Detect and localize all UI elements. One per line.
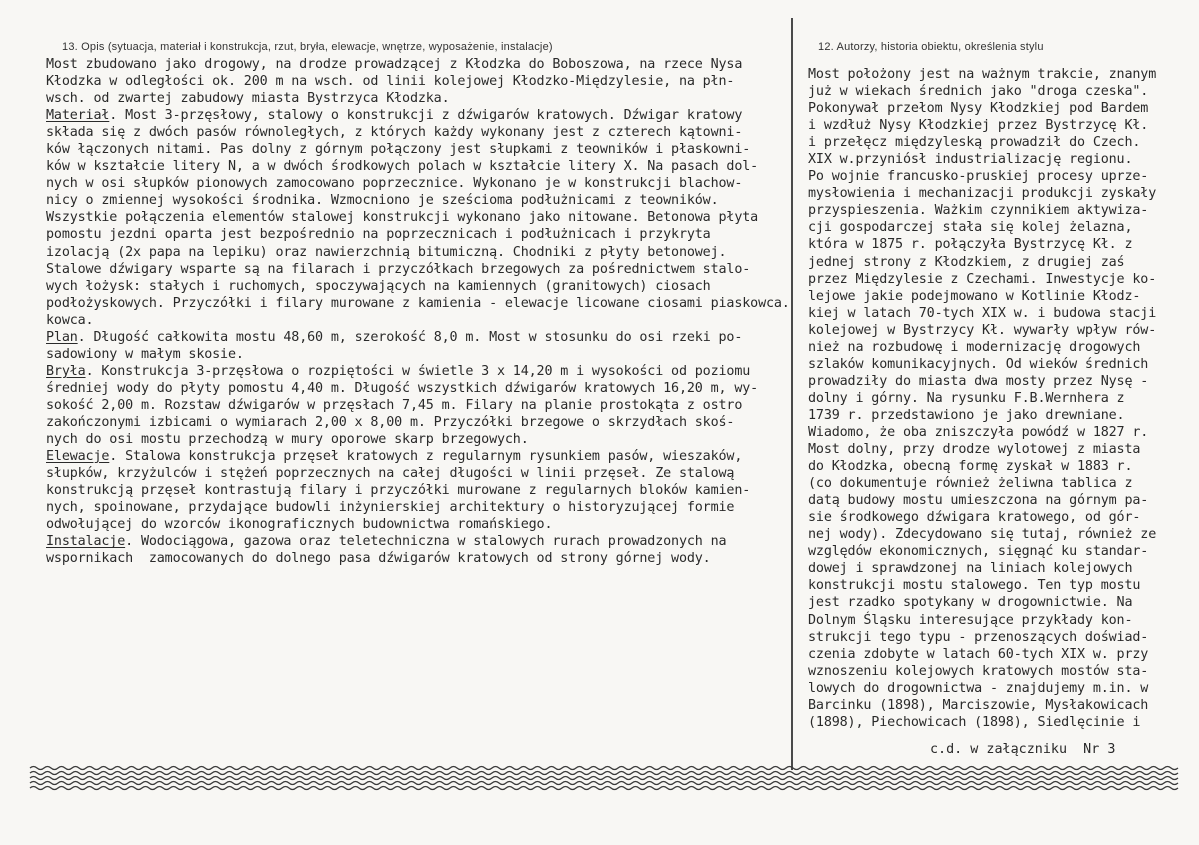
line-text: podłożyskowych. Przyczółki i filary murowane z kamienia - elewacje licowane ciosami piaskowca. [46,295,790,311]
history-line: nież na rozbudowę i modernizację drogowych [808,339,1141,355]
history-line: prowadziły do miasta dwa mosty przez Nysę - [808,373,1149,389]
history-line: (1898), Piechowicach (1898), Siedlęcinie i [808,714,1141,730]
line-text: . Konstrukcja 3-przęsłowa o rozpiętości w świetle 3 x 14,20 m i wysokości od poziomu [85,363,751,379]
description-line [46,465,766,482]
line-text: nicy o zmiennej wysokości środnika. Wzmocniono je sześcioma podłużnicami z teowników. [46,193,719,209]
wave-line [30,777,1178,780]
column-divider [791,18,793,770]
line-text: wych łożysk: stałych i ruchomych, spoczywających na kamiennych (granitowych) ciosach [46,278,711,294]
section-label: Instalacje [46,534,126,550]
history-line: jednej strony z Kłodzkiem, z drugiej zaś [808,254,1125,270]
description-line [46,550,766,567]
description-line [46,192,766,209]
history-line: XIX w.przyniósł industrializację regionu. [808,152,1133,168]
description-line [46,244,766,261]
line-text: składa się z dwóch pasów równoległych, z których każdy wykonany jest z czterech kątowni- [46,125,743,141]
description-line [46,295,790,312]
description-line [46,346,766,363]
description-line [46,73,766,90]
history-line: i wzdłuż Nysy Kłodzkiej przez Bystrzycę Kł. [808,118,1149,134]
section-12-header: 12. Autorzy, historia obiektu, określenia stylu [818,41,1044,53]
section-13-header: 13. Opis (sytuacja, materiał i konstrukcja, rzut, bryła, elewacje, wnętrze, wyposażenie, instalacje) [62,41,553,53]
wave-line [30,787,1178,790]
history-line: cji gospodarczej stała się kolej żelazna, [808,220,1133,236]
history-line: 1739 r. przedstawiono je jako drewniane. [808,407,1125,423]
wave-line [30,782,1178,785]
history-line: konstrukcji mostu stalowego. Ten typ mostu [808,578,1141,594]
line-text: pomostu jezdni oparta jest bezpośrednio na poprzecznicach i podłużnicach i przykryta [46,227,711,243]
history-line: i przełęcz międzyleską prowadził do Czech. [808,135,1141,151]
description-line [46,56,766,73]
history-line: (co dokumentuje również żeliwna tablica z [808,476,1133,492]
description-line [46,261,766,278]
history-line: przyspieszenia. Ważkim czynnikiem aktywiza- [808,203,1149,219]
description-line [46,431,766,448]
description-line [46,397,766,414]
section-label: Materiał [46,108,110,124]
history-line: mysłowienia i mechanizacji produkcji zyskały [808,186,1157,202]
description-line [46,312,766,329]
history-line: Most dolny, przy drodze wylotowej z miasta [808,442,1141,458]
description-line [46,175,766,192]
bottom-wave-border [0,762,1199,792]
history-line: Dolnym Śląsku interesujące przykłady kon- [808,612,1133,628]
section-label: Plan [46,329,78,345]
line-text: zakończonymi izbicami o wymiarach 2,00 x 8,00 m. Przyczółki brzegowe o skrzydłach skoś- [46,414,735,430]
description-line [46,329,766,346]
history-line: czenia zdobyte w latach 60-tych XIX w. przy [808,646,1149,662]
section-label: Elewacje [46,449,110,465]
history-line: względów ekonomicznych, sięgnąć ku standar- [808,544,1149,560]
description-line [46,90,766,107]
history-line: szlaków komunikacyjnych. Od wieków średnich [808,356,1149,372]
description-line [46,158,766,175]
history-line: dowej i sprawdzonej na liniach kolejowych [808,561,1133,577]
line-text: wsch. od zwartej zabudowy miasta Bystrzyca Kłodzka. [46,91,450,107]
line-text: Most zbudowano jako drogowy, na drodze prowadzącej z Kłodzka do Boboszowa, na rzece Nysa [46,57,743,72]
history-line: kolejowej w Bystrzycy Kł. wywarły wpływ rów- [808,322,1157,338]
line-text: nych do osi mostu przechodzą w mury oporowe skarp brzegowych. [46,432,529,448]
history-line: nej wody). Zdecydowano się tutaj, również ze [808,527,1157,543]
history-line: przez Międzylesie z Czechami. Inwestycje ko- [808,271,1157,287]
section-label: Bryła [46,363,86,379]
description-line [46,107,766,124]
description-line [46,278,766,295]
history-column [808,66,1178,731]
description-line [46,226,766,243]
history-line: Po wojnie francusko-pruskiej procesy uprze- [808,169,1149,185]
line-text: kowca. [46,312,94,328]
line-text: słupków, krzyżulców i stężeń poprzecznych na całej długości w linii przęseł. Ze stalową [46,466,735,482]
line-text: izolacją (2x papa na lepiku) oraz nawierzchnią bitumiczną. Chodniki z płyty betonowej. [46,244,727,260]
history-line: do Kłodzka, obecną formę zyskał w 1883 r. [808,459,1133,475]
description-line [46,124,766,141]
history-line: kiej w latach 70-tych XIX w. i budowa stacji [808,305,1157,321]
history-line: datą budowy mostu umieszczona na górnym pa- [808,493,1149,509]
line-text: nych, spoinowane, przydające budowli inżynierskiej architektury o historyzującej formie [46,500,735,516]
wave-line [30,772,1178,775]
line-text: . Wodociągowa, gazowa oraz teletechniczna w stalowych rurach prowadzonych na [125,534,727,550]
history-line: która w 1875 r. połączyła Bystrzycę Kł. z [808,237,1133,253]
line-text: Stalowe dźwigary wsparte są na filarach i przyczółkach brzegowych za pośrednictwem stalo- [46,261,751,277]
wave-line [30,767,1178,770]
history-line: dolny i górny. Na rysunku F.B.Wernhera z [808,390,1125,406]
history-line: Barcinku (1898), Marciszowie, Mysłakowicach [808,697,1149,713]
line-text: . Stalowa konstrukcja przęseł kratowych z regularnym rysunkiem pasów, wieszaków, [109,449,743,465]
line-text: nych w osi słupków pionowych zamocowano poprzecznice. Wykonano je w konstrukcji blachow- [46,176,743,192]
line-text: wspornikach zamocowanych do dolnego pasa dźwigarów kratowych od strony górnej wody. [46,551,711,567]
history-line: strukcji tego typu - przenoszących doświad- [808,629,1149,645]
line-text: odwołującej do wzorców ikonograficznych budownictwa romańskiego. [46,517,553,533]
line-text: . Most 3-przęsłowy, stalowy o konstrukcji z dźwigarów kratowych. Dźwigar kratowy [109,108,743,124]
description-line [46,141,766,158]
line-text: średniej wody do płyty pomostu 4,40 m. Długość wszystkich dźwigarów kratowych 16,20 m, wy- [46,380,759,396]
description-line [46,533,766,550]
history-line: lejowe jakie podejmowano w Kotlinie Kłodz- [808,288,1141,304]
history-line: sie środkowego dźwigara kratowego, od gór- [808,510,1141,526]
description-line [46,516,766,533]
line-text: konstrukcją przęseł kontrastują filary i przyczółki murowane z regularnych bloków kamien- [46,483,751,499]
history-line: Wiadomo, że oba zniszczyła powódź w 1827 r. [808,424,1149,440]
line-text: ków w kształcie litery N, a w dwóch środkowych polach w kształcie litery X. Na pasach dol- [46,159,759,175]
history-line: jest rzadko spotykany w drogownictwie. Na [808,595,1133,611]
history-line: już w wiekach średnich jako "droga czeska". [808,84,1149,100]
line-text: ków łączonych nitami. Pas dolny z górnym połączony jest słupkami z teowników i płaskowni- [46,142,751,158]
continuation-note: c.d. w załączniku Nr 3 [930,742,1116,757]
description-line [46,363,766,380]
line-text: Kłodzka w odległości ok. 200 m na wsch. od linii kolejowej Kłodzko-Międzylesie, na płn- [46,74,735,90]
description-line [46,209,766,226]
history-line: lowych do drogownictwa - znajdujemy m.in. w [808,680,1149,696]
description-column [46,56,790,567]
line-text: sokość 2,00 m. Rozstaw dźwigarów w przęsłach 7,45 m. Filary na planie prostokąta z ostro [46,397,743,413]
line-text: Wszystkie połączenia elementów stalowej konstrukcji wykonano jako nitowane. Betonowa płyta [46,210,759,226]
line-text: sadowiony w małym skosie. [46,346,244,362]
line-text: . Długość całkowita mostu 48,60 m, szerokość 8,0 m. Most w stosunku do osi rzeki po- [77,329,743,345]
history-line: wznoszeniu kolejowych kratowych mostów sta- [808,663,1149,679]
description-line [46,499,766,516]
description-line [46,380,766,397]
description-line [46,448,766,465]
description-line [46,414,766,431]
description-line [46,482,766,499]
history-line: Most położony jest na ważnym trakcie, znanym [808,67,1157,82]
history-line: Pokonywał przełom Nysy Kłodzkiej pod Bardem [808,101,1149,117]
